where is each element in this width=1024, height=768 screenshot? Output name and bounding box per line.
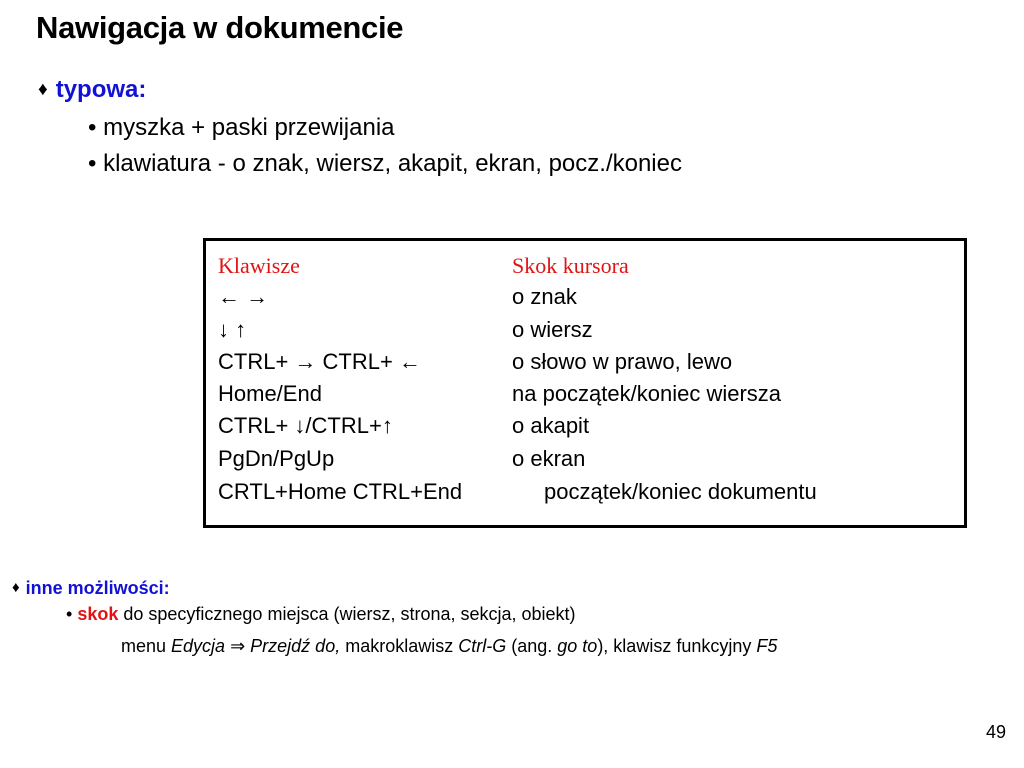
table-row-action: na początek/koniec wiersza bbox=[512, 381, 782, 406]
table-row-keys: Home/End bbox=[218, 381, 322, 406]
table-row-action: o znak bbox=[512, 284, 577, 309]
table-row-keys: PgDn/PgUp bbox=[218, 446, 335, 471]
table-row-keys: CTRL+ ↓/CTRL+↑ bbox=[218, 413, 393, 438]
text-segment: (ang. bbox=[506, 636, 558, 656]
text-segment: ), klawisz funkcyjny bbox=[597, 636, 757, 656]
table-row-action: o akapit bbox=[512, 413, 590, 438]
text-segment: F5 bbox=[756, 636, 778, 656]
text-segment: Przejdź do, bbox=[250, 636, 341, 656]
list-item-jump bbox=[66, 604, 576, 625]
implies-arrow-icon: ⇒ bbox=[225, 636, 251, 656]
page-number: 49 bbox=[985, 722, 1006, 742]
text-segment: Edycja bbox=[171, 636, 226, 656]
diamond-bullet-icon: ♦ bbox=[12, 579, 20, 596]
text-segment: go to bbox=[557, 636, 598, 656]
keys-table bbox=[203, 238, 967, 528]
jump-keyword: skok bbox=[77, 604, 119, 624]
section-other-heading: inne możliwości: bbox=[25, 578, 170, 598]
text-segment: Ctrl-G bbox=[458, 636, 507, 656]
table-row-action: o słowo w prawo, lewo bbox=[512, 349, 733, 374]
table-row-keys: CRTL+Home CTRL+End bbox=[218, 479, 463, 504]
text-segment: makroklawisz bbox=[340, 636, 459, 656]
table-row-keys: CTRL+ → CTRL+ ← bbox=[218, 349, 421, 374]
table-row-action: o wiersz bbox=[512, 317, 593, 342]
slide-title: Nawigacja w dokumencie bbox=[36, 10, 404, 45]
jump-description: do specyficznego miejsca (wiersz, strona, sekcja, obiekt) bbox=[118, 604, 576, 624]
text-segment: menu bbox=[121, 636, 172, 656]
section-other bbox=[12, 578, 170, 599]
diamond-bullet-icon: ♦ bbox=[38, 79, 48, 100]
section-typical-heading: typowa: bbox=[55, 76, 147, 103]
list-item-keyboard: • klawiatura - o znak, wiersz, akapit, ekran, pocz./koniec bbox=[88, 150, 682, 177]
table-row-action: o ekran bbox=[512, 446, 586, 471]
bullet-dot: • bbox=[66, 604, 73, 624]
table-row-keys: ↓ ↑ bbox=[218, 317, 247, 342]
list-item-mouse: • myszka + paski przewijania bbox=[88, 114, 395, 141]
jump-methods-line bbox=[121, 636, 777, 657]
section-typical bbox=[38, 76, 146, 104]
table-header-keys: Klawisze bbox=[218, 253, 300, 278]
table-row-action: początek/koniec dokumentu bbox=[544, 479, 817, 504]
table-header-action: Skok kursora bbox=[512, 253, 629, 278]
table-row-keys: ← → bbox=[218, 284, 269, 309]
